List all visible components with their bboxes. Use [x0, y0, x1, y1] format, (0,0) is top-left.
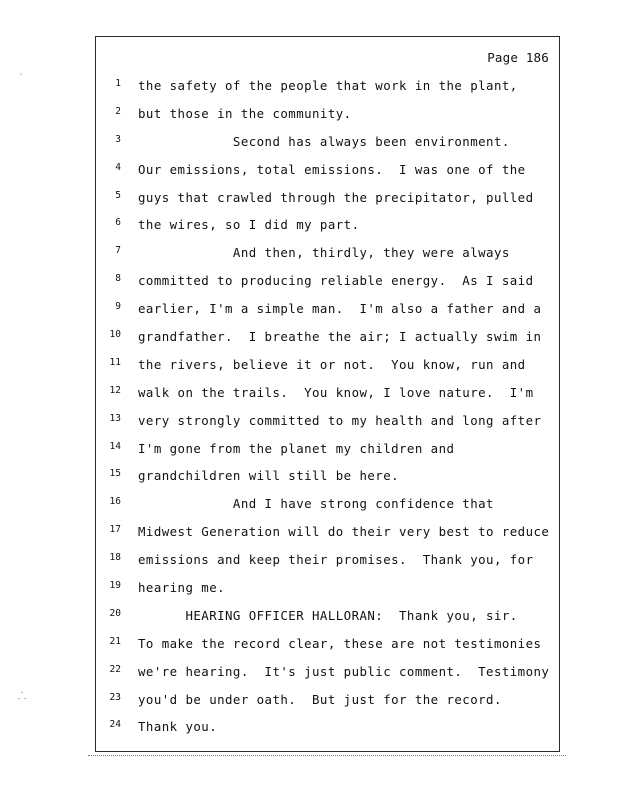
line-number: 17 [109, 524, 121, 536]
line-number: 10 [109, 329, 121, 341]
footer-rule [88, 755, 566, 756]
page-number: Page 186 [487, 50, 549, 65]
transcript-line [96, 719, 559, 747]
line-number: 6 [115, 217, 121, 229]
transcript-line [96, 552, 559, 580]
line-number: 2 [115, 105, 121, 117]
line-text: And I have strong confidence that [138, 496, 494, 512]
transcript-line [96, 106, 559, 134]
line-text: you'd be under oath. But just for the record. [138, 691, 502, 707]
line-text: I'm gone from the planet my children and [138, 440, 455, 456]
transcript-line [96, 468, 559, 496]
line-text: emissions and keep their promises. Thank you, for [138, 552, 534, 568]
line-text: but those in the community. [138, 105, 352, 121]
line-number: 13 [109, 412, 121, 424]
transcript-lines [96, 78, 559, 747]
transcript-line [96, 385, 559, 413]
line-number: 1 [115, 78, 121, 89]
line-text: earlier, I'm a simple man. I'm also a father and a [138, 301, 542, 317]
line-number: 4 [115, 161, 121, 173]
transcript-line [96, 664, 559, 692]
transcript-line [96, 217, 559, 245]
line-number: 7 [115, 245, 121, 257]
line-text: Second has always been environment. [138, 133, 510, 149]
line-number: 5 [115, 189, 121, 201]
transcript-line [96, 301, 559, 329]
line-number: 21 [109, 635, 121, 647]
line-text: Midwest Generation will do their very best to reduce [138, 524, 550, 540]
line-number: 3 [115, 133, 121, 145]
line-number: 15 [109, 468, 121, 480]
transcript-line [96, 134, 559, 162]
line-number: 12 [109, 384, 121, 396]
transcript-line [96, 162, 559, 190]
line-text: HEARING OFFICER HALLORAN: Thank you, sir. [138, 607, 518, 623]
line-text: the wires, so I did my part. [138, 217, 360, 233]
transcript-line [96, 357, 559, 385]
line-number: 22 [109, 663, 121, 675]
transcript-line [96, 78, 559, 106]
line-text: committed to producing reliable energy. As I said [138, 273, 534, 289]
line-text: Thank you. [138, 719, 218, 735]
line-number: 20 [109, 607, 121, 619]
line-text: walk on the trails. You know, I love nature. I'm [138, 384, 534, 400]
line-text: Our emissions, total emissions. I was one of the [138, 161, 526, 177]
scan-mark: ⸫ [18, 691, 27, 702]
line-text: hearing me. [138, 580, 226, 596]
transcript-line [96, 441, 559, 469]
line-text: guys that crawled through the precipitator, pulled [138, 189, 534, 205]
transcript-line [96, 636, 559, 664]
transcript-line [96, 329, 559, 357]
transcript-line [96, 496, 559, 524]
line-text: To make the record clear, these are not testimonies [138, 635, 542, 651]
line-text: grandfather. I breathe the air; I actually swim in [138, 329, 542, 345]
transcript-line [96, 524, 559, 552]
line-number: 23 [109, 691, 121, 703]
scan-mark: ˙ [18, 73, 25, 84]
line-number: 24 [109, 719, 121, 731]
line-number: 16 [109, 496, 121, 508]
transcript-line [96, 190, 559, 218]
line-number: 14 [109, 440, 121, 452]
transcript-line [96, 580, 559, 608]
line-number: 9 [115, 301, 121, 313]
transcript-line [96, 608, 559, 636]
line-text: grandchildren will still be here. [138, 468, 400, 484]
line-number: 19 [109, 580, 121, 592]
transcript-line [96, 692, 559, 720]
transcript-line [96, 273, 559, 301]
line-number: 18 [109, 552, 121, 564]
line-text: the safety of the people that work in the plant, [138, 78, 518, 93]
line-text: the rivers, believe it or not. You know, run and [138, 356, 526, 372]
transcript-line [96, 245, 559, 273]
line-text: And then, thirdly, they were always [138, 245, 510, 261]
line-text: we're hearing. It's just public comment. Testimony [138, 663, 550, 679]
line-text: very strongly committed to my health and long after [138, 412, 542, 428]
transcript-line [96, 413, 559, 441]
line-number: 11 [109, 356, 121, 368]
line-number: 8 [115, 273, 121, 285]
transcript-page [95, 36, 560, 752]
